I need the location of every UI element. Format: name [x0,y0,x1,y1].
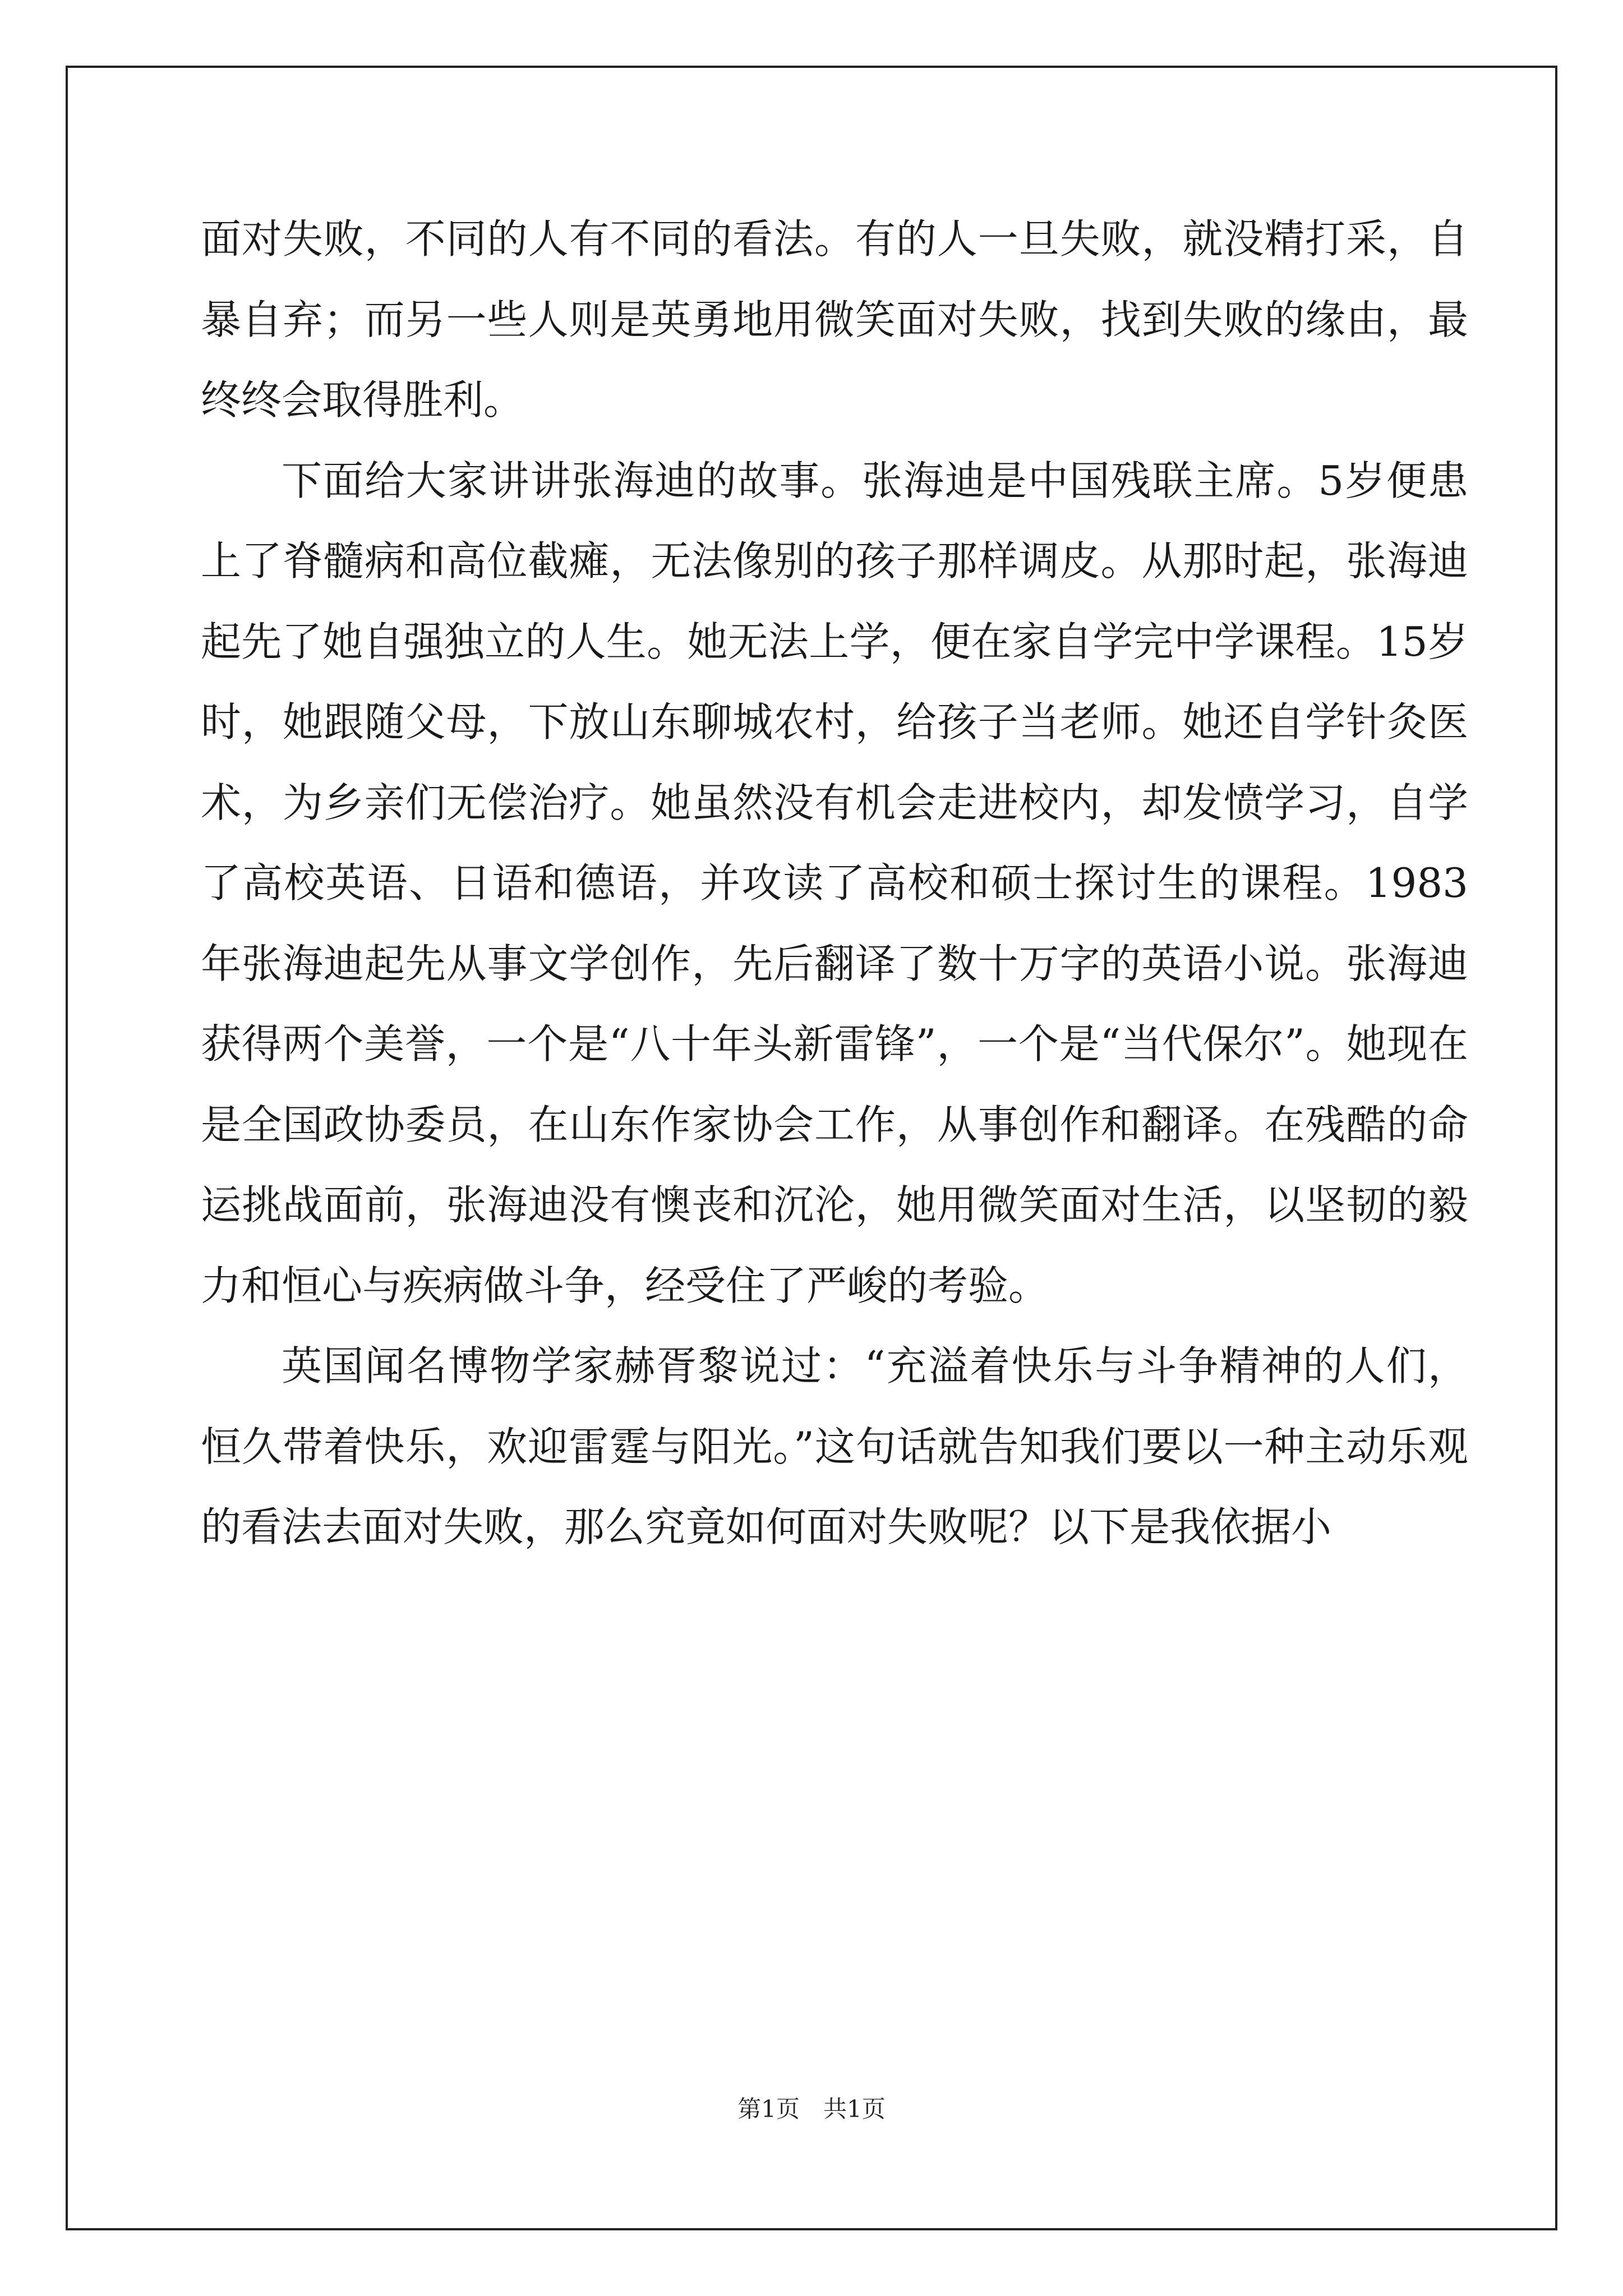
document-body [201,199,1468,1568]
paragraph-2: 下面给大家讲讲张海迪的故事。张海迪是中国残联主席。5岁便患上了脊髓病和高位截瘫，无法像别的孩子那样调皮。从那时起，张海迪起先了她自强独立的人生。她无法上学，便在家自学完中学课程。15岁时，她跟随父母，下放山东聊城农村，给孩子当老师。她还自学针灸医术，为乡亲们无偿治疗。她虽然没有机会走进校内，却发愤学习，自学了高校英语、日语和德语，并攻读了高校和硕士探讨生的课程。1983年张海迪起先从事文学创作，先后翻译了数十万字的英语小说。张海迪获得两个美誉，一个是“八十年头新雷锋”，一个是“当代保尔”。她现在是全国政协委员，在山东作家协会工作，从事创作和翻译。在残酷的命运挑战面前，张海迪没有懊丧和沉沦，她用微笑面对生活，以坚韧的毅力和恒心与疾病做斗争，经受住了严峻的考验。 [201,457,1468,1309]
paragraph-3: 英国闻名博物学家赫胥黎说过：“充溢着快乐与斗争精神的人们，恒久带着快乐，欢迎雷霆与阳光。”这句话就告知我们要以一种主动乐观的看法去面对失败，那么究竟如何面对失败呢？以下是我依据小 [201,1342,1468,1550]
paragraph-1: 面对失败，不同的人有不同的看法。有的人一旦失败，就没精打采，自暴自弃；而另一些人则是英勇地用微笑面对失败，找到失败的缘由，最终终会取得胜利。 [201,215,1468,424]
page-number-footer: 第1页 共1页 [737,2095,886,2123]
